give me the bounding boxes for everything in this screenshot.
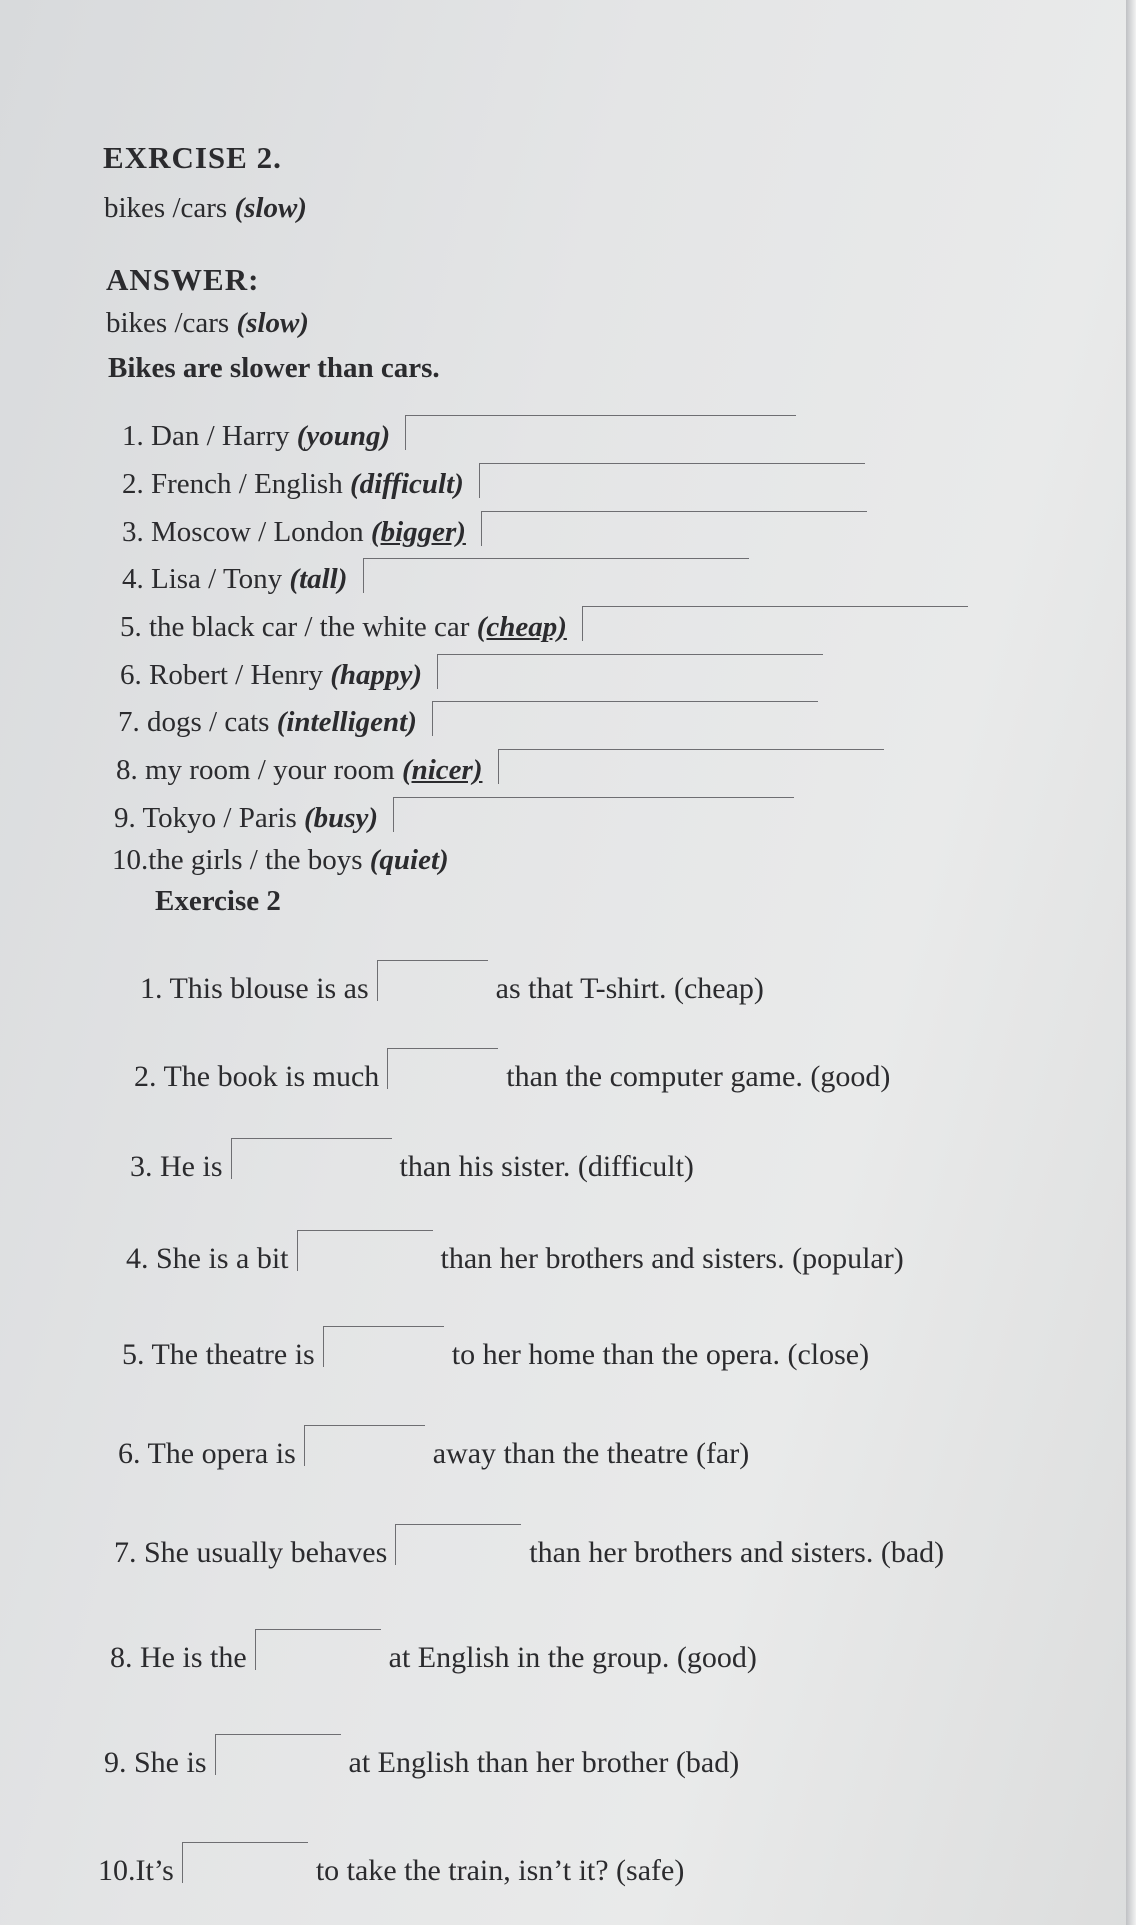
item-hint: (happy) (330, 659, 423, 691)
item-text-after: at English in the group. (good) (388, 1641, 757, 1674)
part2-item-3 (130, 1144, 694, 1185)
item-number: 6. (120, 659, 142, 691)
part1-item-9 (114, 800, 794, 836)
item-number: 2. (122, 468, 144, 500)
part2-item-4 (126, 1236, 904, 1277)
answer-input-box[interactable] (363, 558, 749, 593)
item-words: Dan / Harry (151, 420, 290, 452)
item-hint: (young) (296, 420, 391, 452)
example-hint: (slow) (234, 192, 307, 224)
item-text-after: than the computer game. (good) (506, 1060, 891, 1093)
answer-example-hint: (slow) (236, 307, 309, 339)
item-text-before: He is the (140, 1641, 247, 1674)
item-words: dogs / cats (147, 706, 270, 738)
example-words: bikes /cars (104, 192, 228, 224)
blank-input-box[interactable] (231, 1138, 392, 1179)
example-line (104, 190, 307, 226)
item-text-after: to take the train, isn’t it? (safe) (315, 1854, 685, 1887)
item-hint: (cheap) (476, 611, 567, 643)
item-words: Tokyo / Paris (142, 802, 297, 834)
item-text-before: She is (134, 1746, 207, 1779)
item-text-before: The book is much (163, 1060, 380, 1093)
part2-item-7 (114, 1530, 944, 1571)
blank-input-box[interactable] (395, 1524, 521, 1565)
item-number: 6. (118, 1437, 141, 1470)
answer-input-box[interactable] (582, 606, 968, 641)
item-text-after: at English than her brother (bad) (348, 1746, 740, 1779)
item-number: 7. (114, 1536, 137, 1569)
blank-input-box[interactable] (387, 1048, 498, 1089)
blank-input-box[interactable] (323, 1326, 444, 1367)
part2-item-5 (122, 1332, 869, 1373)
item-number: 8. (110, 1641, 133, 1674)
blank-input-box[interactable] (297, 1230, 433, 1271)
item-text-after: away than the theatre (far) (432, 1437, 750, 1470)
item-number: 5. (120, 611, 142, 643)
part2-item-9 (104, 1740, 739, 1781)
blank-input-box[interactable] (215, 1734, 341, 1775)
item-number: 2. (134, 1060, 157, 1093)
item-words: the girls / the boys (148, 844, 363, 876)
item-text-before: He is (160, 1150, 223, 1183)
item-text-before: She usually behaves (144, 1536, 388, 1569)
item-hint: (difficult) (349, 468, 464, 500)
item-number: 1. (140, 972, 163, 1005)
item-words: my room / your room (145, 754, 395, 786)
part2-item-10 (98, 1848, 684, 1889)
item-words: Moscow / London (151, 516, 364, 548)
part1-item-7 (118, 704, 818, 740)
item-number: 9. (114, 802, 136, 834)
item-words: Lisa / Tony (151, 563, 283, 595)
item-hint: (intelligent) (276, 706, 417, 738)
item-number: 5. (122, 1338, 145, 1371)
item-text-before: The opera is (147, 1437, 296, 1470)
part2-item-8 (110, 1635, 757, 1676)
answer-example-words: bikes /cars (106, 307, 230, 339)
exercise-title: EXRCISE 2. (103, 140, 282, 175)
answer-input-box[interactable] (498, 749, 884, 784)
item-number: 9. (104, 1746, 127, 1779)
item-number: 1. (122, 420, 144, 452)
item-text-after: to her home than the opera. (close) (451, 1338, 870, 1371)
item-hint: (bigger) (370, 516, 466, 548)
item-number: 3. (122, 516, 144, 548)
part1-item-4 (122, 561, 749, 597)
item-text-after: as that T-shirt. (cheap) (495, 972, 764, 1005)
part1-item-3 (122, 514, 867, 550)
part2-item-2 (134, 1054, 890, 1095)
item-number: 3. (130, 1150, 153, 1183)
item-number: 4. (126, 1242, 149, 1275)
answer-input-box[interactable] (481, 511, 867, 546)
answer-input-box[interactable] (405, 415, 796, 450)
part1-item-8 (116, 752, 884, 788)
answer-heading: ANSWER: (106, 262, 260, 297)
item-words: Robert / Henry (149, 659, 323, 691)
item-words: French / English (151, 468, 343, 500)
part2-item-1 (140, 966, 764, 1007)
blank-input-box[interactable] (255, 1629, 381, 1670)
answer-sentence: Bikes are slower than cars. (108, 352, 440, 384)
item-number: 8. (116, 754, 138, 786)
answer-input-box[interactable] (479, 463, 865, 498)
item-hint: (nicer) (401, 754, 483, 786)
item-text-after: than her brothers and sisters. (popular) (440, 1242, 904, 1275)
answer-input-box[interactable] (393, 797, 794, 832)
part1-item-2 (122, 466, 865, 502)
part2-item-6 (118, 1431, 749, 1472)
answer-input-box[interactable] (432, 701, 818, 736)
item-text-before: She is a bit (156, 1242, 289, 1275)
item-hint: (quiet) (369, 844, 449, 876)
blank-input-box[interactable] (377, 960, 488, 1001)
blank-input-box[interactable] (304, 1425, 425, 1466)
part1-item-1 (122, 418, 796, 454)
item-number: 7. (118, 706, 140, 738)
item-hint: (tall) (289, 563, 348, 595)
item-words: the black car / the white car (149, 611, 470, 643)
answer-input-box[interactable] (437, 654, 823, 689)
item-number: 4. (122, 563, 144, 595)
part1-item-6 (120, 657, 823, 693)
part1-item-10 (112, 842, 449, 878)
item-text-before: It’s (135, 1854, 174, 1887)
item-hint: (busy) (303, 802, 379, 834)
answer-example-line (106, 305, 309, 341)
item-text-before: This blouse is as (169, 972, 369, 1005)
part1-item-5 (120, 609, 968, 645)
item-number: 10. (112, 844, 149, 876)
part2-heading: Exercise 2 (155, 885, 281, 917)
blank-input-box[interactable] (182, 1842, 308, 1883)
item-text-before: The theatre is (151, 1338, 315, 1371)
item-text-after: than her brothers and sisters. (bad) (529, 1536, 945, 1569)
item-number: 10. (98, 1854, 136, 1887)
item-text-after: than his sister. (difficult) (399, 1150, 694, 1183)
